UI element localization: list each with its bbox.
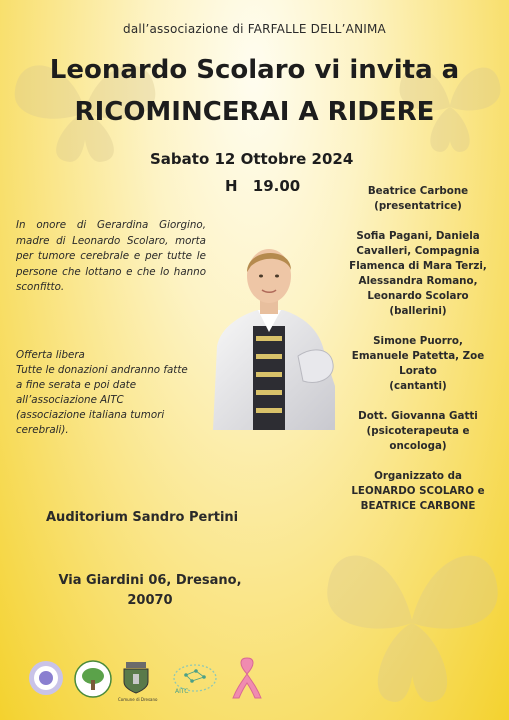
photo-of-dancer (203, 236, 335, 430)
title-line-2: RICOMINCERAI A RIDERE (74, 97, 435, 127)
cast-line: (ballerini) (389, 305, 447, 317)
cast-block (333, 409, 503, 454)
address-line-2: 20070 (127, 593, 173, 608)
aitc-label: AITC (175, 688, 189, 695)
cast-block (333, 334, 503, 394)
event-time: H 19.00 (225, 177, 301, 195)
dancer-photo (203, 236, 335, 430)
cast-line: oncologa) (389, 440, 447, 452)
cast-line: Sofia Pagani, Daniela (356, 230, 480, 242)
venue-address (40, 571, 260, 611)
cast-line: Simone Puorro, (373, 335, 463, 347)
butterfly-icon (320, 530, 505, 710)
organization-line: dall’associazione di FARFALLE DELL’ANIMA (123, 22, 386, 36)
offer-title: Offerta libera (16, 349, 85, 361)
cast-line: (presentatrice) (374, 200, 462, 212)
intro-paragraph: In onore di Gerardina Giorgino, madre di Leonardo Scolaro, morta per tumore cerebrale e per tutte le persone che lottano e che lo hanno sconfitto. (16, 219, 206, 293)
pink-ribbon-icon (230, 656, 264, 700)
coat-of-arms-icon (122, 662, 150, 694)
cast-line: Beatrice Carbone (367, 185, 469, 197)
circle-logo-icon (28, 660, 64, 696)
cast-block (333, 184, 503, 214)
cast-line: Emanuele Patetta, Zoe (351, 350, 485, 362)
title-line-1: Leonardo Scolaro vi invita a (49, 55, 460, 85)
address-line-1: Via Giardini 06, Dresano, (58, 573, 242, 588)
cast-line: LEONARDO SCOLARO e (351, 485, 485, 497)
cast-line: Dott. Giovanna Gatti (358, 410, 478, 422)
cast-line: Cavalleri, Compagnia (356, 245, 480, 257)
offer-text: Tutte le donazioni andranno fatte a fine serata e poi date all’associazione AITC (associazione italiana tumori cerebrali). (16, 364, 188, 436)
tree-logo-icon (74, 660, 112, 698)
cast-line: BEATRICE CARBONE (360, 500, 476, 512)
offer-block (16, 348, 192, 438)
cast-line: Flamenca di Mara Terzi, (349, 260, 487, 272)
cast-line: Leonardo Scolaro (367, 290, 469, 302)
cast-line: (psicoterapeuta e (366, 425, 470, 437)
cast-block (333, 469, 503, 514)
event-date: Sabato 12 Ottobre 2024 (150, 150, 354, 168)
cast-list (333, 184, 503, 529)
cast-block (333, 229, 503, 319)
cast-line: Lorato (399, 365, 437, 377)
cast-line: Organizzato da (374, 470, 462, 482)
comune-caption: Comune di Dresano (118, 697, 158, 702)
cast-line: Alessandra Romano, (358, 275, 478, 287)
cast-line: (cantanti) (389, 380, 447, 392)
venue-name: Auditorium Sandro Pertini (46, 510, 239, 525)
